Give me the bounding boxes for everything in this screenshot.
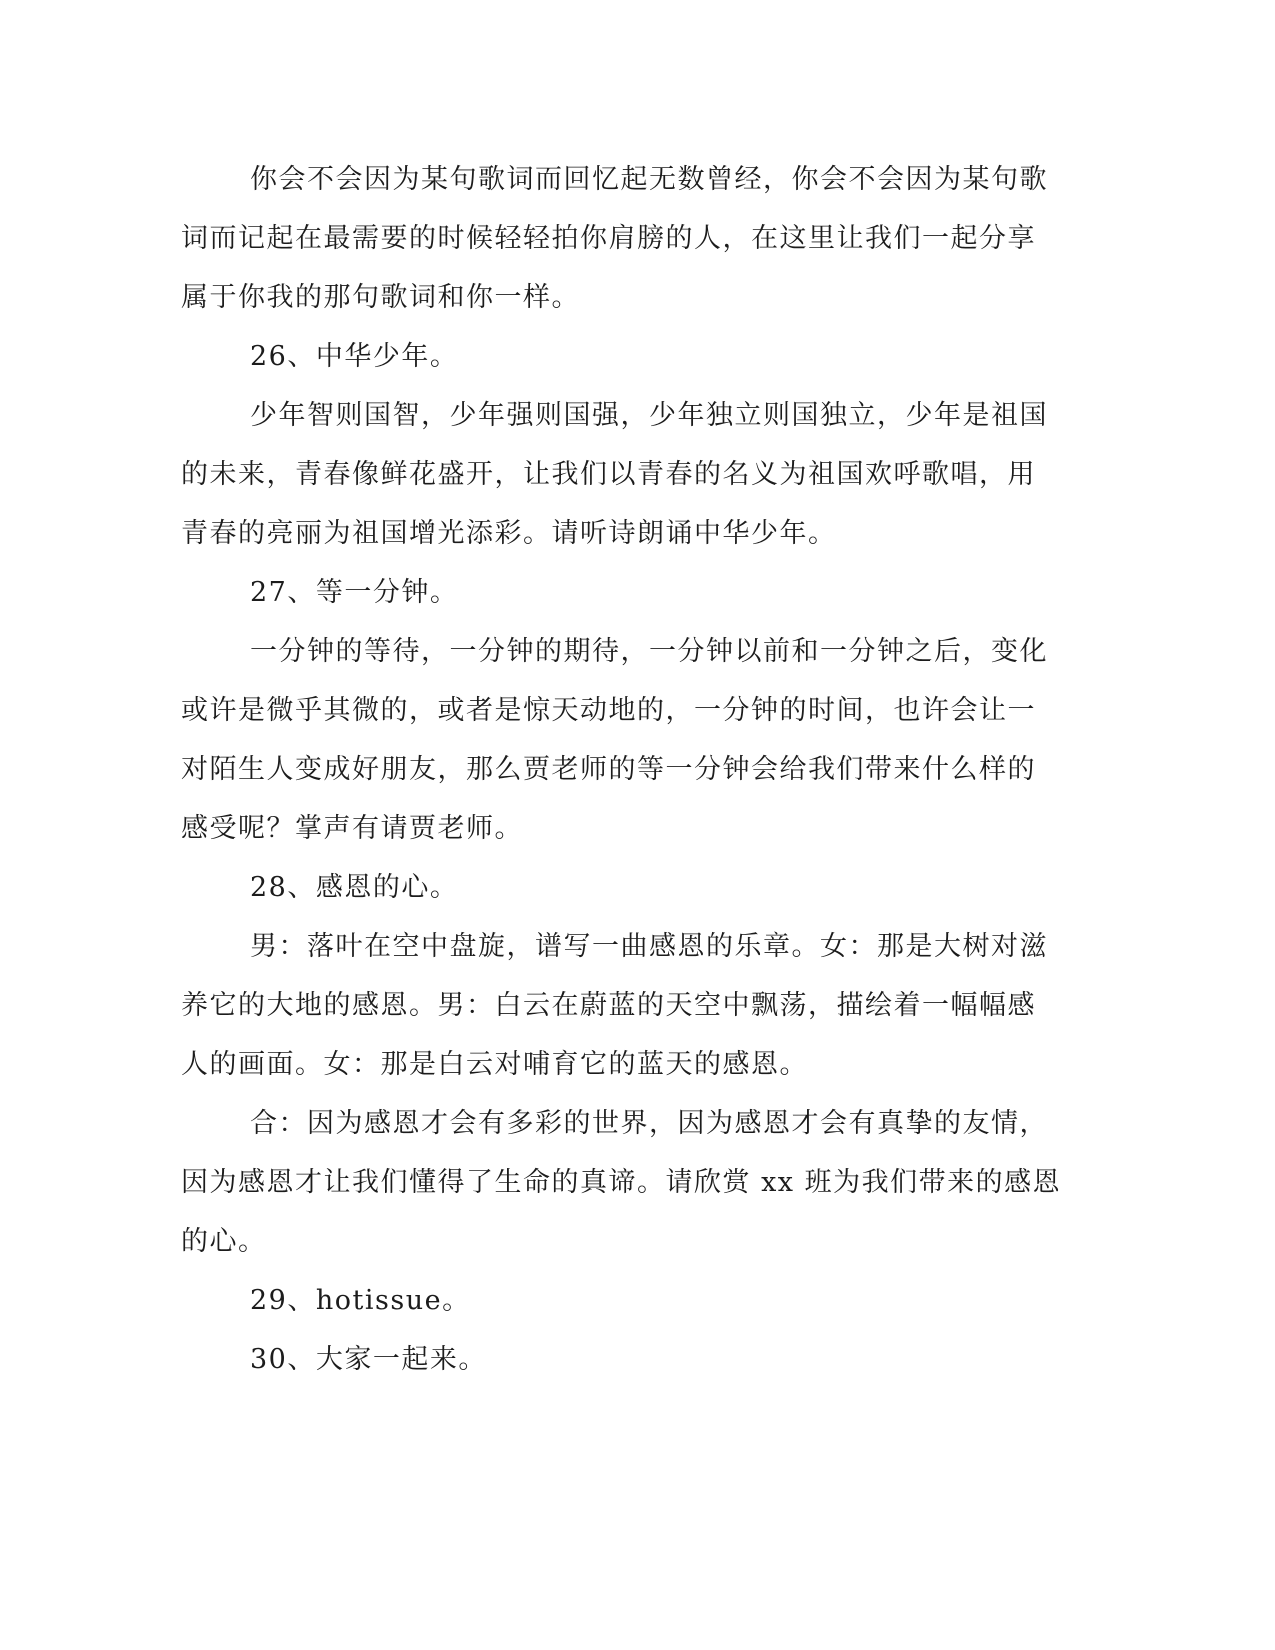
section-heading-27: 27、等一分钟。 [250,577,459,608]
paragraph-27-line-1: 一分钟的等待，一分钟的期待，一分钟以前和一分钟之后，变化 [250,636,1048,667]
paragraph-28b-line-3: 的心。 [181,1226,267,1257]
section-heading-28: 28、感恩的心。 [250,872,459,903]
paragraph-1-line-1: 你会不会因为某句歌词而回忆起无数曾经，你会不会因为某句歌 [250,164,1048,195]
section-heading-26: 26、中华少年。 [250,341,459,372]
section-heading-29: 29、hotissue。 [250,1285,471,1316]
paragraph-1-line-3: 属于你我的那句歌词和你一样。 [181,282,580,313]
paragraph-27-line-4: 感受呢？掌声有请贾老师。 [181,813,523,844]
paragraph-26-line-2: 的未来，青春像鲜花盛开，让我们以青春的名义为祖国欢呼歌唱，用 [181,459,1036,490]
paragraph-28b-line-1: 合：因为感恩才会有多彩的世界，因为感恩才会有真挚的友情， [250,1108,1048,1139]
section-heading-30: 30、大家一起来。 [250,1344,487,1375]
paragraph-1-line-2: 词而记起在最需要的时候轻轻拍你肩膀的人，在这里让我们一起分享 [181,223,1036,254]
paragraph-27-line-2: 或许是微乎其微的，或者是惊天动地的，一分钟的时间，也许会让一 [181,695,1036,726]
paragraph-28a-line-3: 人的画面。女：那是白云对哺育它的蓝天的感恩。 [181,1049,808,1080]
paragraph-28b-line-2: 因为感恩才让我们懂得了生命的真谛。请欣赏 xx 班为我们带来的感恩 [181,1167,1062,1198]
paragraph-26-line-3: 青春的亮丽为祖国增光添彩。请听诗朗诵中华少年。 [181,518,837,549]
paragraph-26-line-1: 少年智则国智，少年强则国强，少年独立则国独立，少年是祖国 [250,400,1048,431]
paragraph-27-line-3: 对陌生人变成好朋友，那么贾老师的等一分钟会给我们带来什么样的 [181,754,1036,785]
paragraph-28a-line-1: 男：落叶在空中盘旋，谱写一曲感恩的乐章。女：那是大树对滋 [250,931,1048,962]
paragraph-28a-line-2: 养它的大地的感恩。男：白云在蔚蓝的天空中飘荡，描绘着一幅幅感 [181,990,1036,1021]
